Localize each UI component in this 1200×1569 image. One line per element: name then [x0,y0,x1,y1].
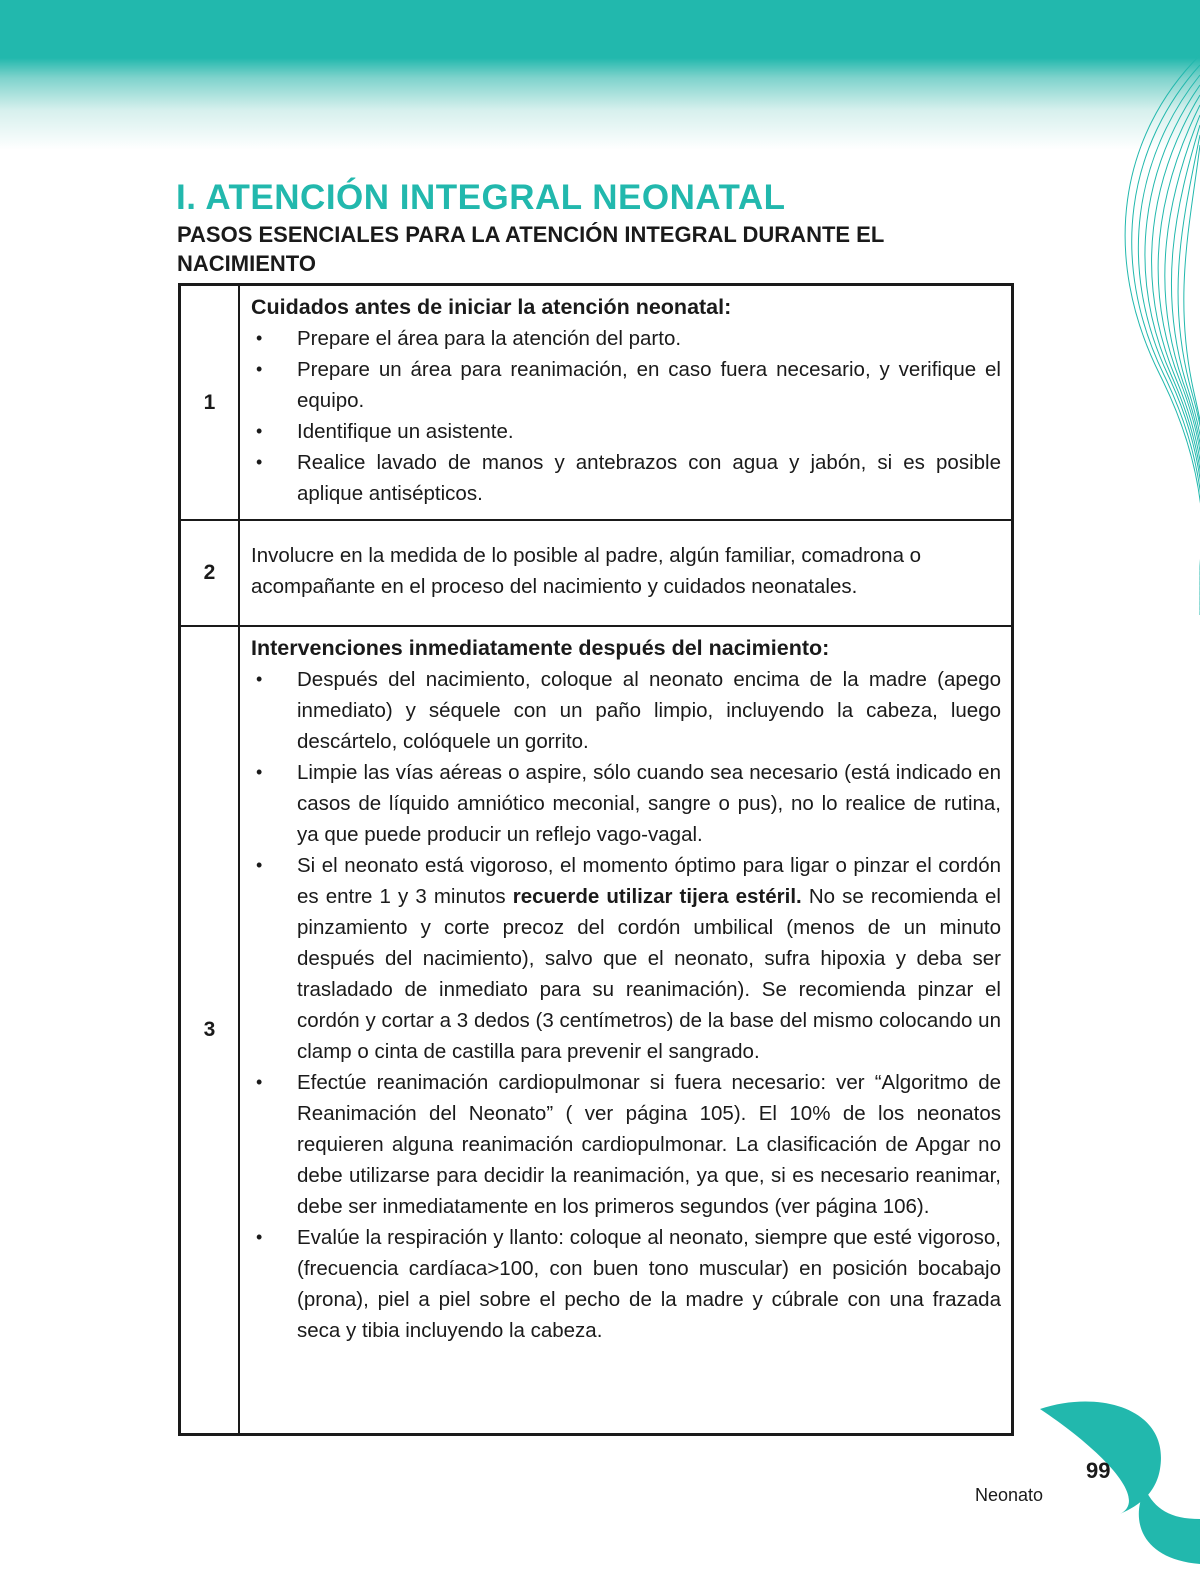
step-number: 2 [180,520,240,626]
list-item: • Si el neonato está vigoroso, el momento óptimo para ligar o pinzar el cordón es entre 1 y 3 minutos recuerde utilizar tijera estéril. No se recomienda el pinzamiento y corte precoz del cordón umbilical (menos de un minuto después del nacimiento), salvo que el neonato, sufra hipoxia y deba ser trasladado de inmediato para su reanimación). Se recomienda pinzar el cordón y cortar a 3 dedos (3 centímetros) de la base del mismo colocando un clamp o cinta de castilla para prevenir el sangrado. [251,850,1001,1067]
page-title: I. ATENCIÓN INTEGRAL NEONATAL [176,178,786,217]
bullet-icon: • [256,328,263,348]
step-content [239,626,1013,1434]
bullet-icon: • [256,855,263,875]
list-item: • Limpie las vías aéreas o aspire, sólo cuando sea necesario (está indicado en casos de líquido amniótico meconial, sangre o pus), no lo realice de rutina, ya que puede producir un reflejo vago-vagal. [251,757,1001,850]
step-text: Involucre en la medida de lo posible al padre, algún familiar, comadrona o acompañante en el proceso del nacimiento y cuidados neonatales. [251,544,922,598]
step-number: 1 [180,285,240,521]
list-item: • Realice lavado de manos y antebrazos con agua y jabón, si es posible aplique antisépticos. [251,447,1001,509]
bullet-icon: • [256,762,263,782]
bullet-icon: • [256,1072,263,1092]
list-item: • Prepare el área para la atención del parto. [251,323,1001,354]
step-content [239,285,1013,521]
list-item: • Prepare un área para reanimación, en caso fuera necesario, y verifique el equipo. [251,354,1001,416]
page-number: 99 [1086,1458,1111,1483]
steps-table [178,283,1014,1436]
top-color-band [0,0,1200,150]
bullet-icon: • [256,359,263,379]
bullet-icon: • [256,421,263,441]
bullet-list [251,323,1001,509]
table-row [180,285,1013,521]
bullet-icon: • [256,1227,263,1247]
emphasis-text: recuerde utilizar tijera estéril. [512,885,802,908]
bullet-icon: • [256,452,263,472]
step-number: 3 [180,626,240,1434]
table-row [180,520,1013,626]
table-row [180,626,1013,1434]
step-heading: Intervenciones inmediatamente después del nacimiento: [251,636,830,660]
list-item: • Efectúe reanimación cardiopulmonar si fuera necesario: ver “Algoritmo de Reanimación del Neonato” ( ver página 105). El 10% de los neonatos requieren alguna reanimación cardiopulmonar. La clasificación de Apgar no debe utilizarse para decidir la reanimación, ya que, si es necesario reanimar, debe ser inmediatamente en los primeros segundos (ver página 106). [251,1067,1001,1222]
bullet-list [251,664,1001,1346]
decorative-leaf-shape [1040,1389,1200,1569]
list-item: • Identifique un asistente. [251,416,1001,447]
step-heading: Cuidados antes de iniciar la atención neonatal: [251,295,732,319]
list-item: • Evalúe la respiración y llanto: coloque al neonato, siempre que esté vigoroso, (frecuencia cardíaca>100, con buen tono muscular) en posición bocabajo (prona), piel a piel sobre el pecho de la madre y cúbrale con una frazada seca y tibia incluyendo la cabeza. [251,1222,1001,1346]
step-content [239,520,1013,626]
decorative-wave-lines [1100,55,1200,615]
footer-label: Neonato [975,1485,1044,1505]
page-subtitle: PASOS ESENCIALES PARA LA ATENCIÓN INTEGRAL DURANTE EL NACIMIENTO [177,222,884,276]
list-item: • Después del nacimiento, coloque al neonato encima de la madre (apego inmediato) y séquele con un paño limpio, incluyendo la cabeza, luego descártelo, colóquele un gorrito. [251,664,1001,757]
bullet-icon: • [256,669,263,689]
